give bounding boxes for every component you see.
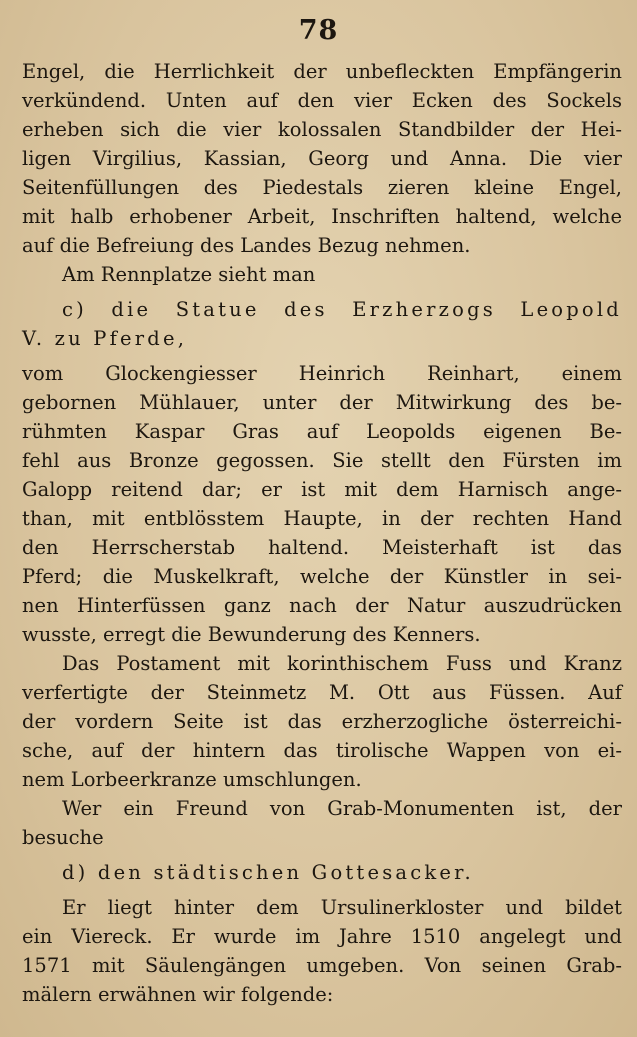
text-line: sche, auf der hintern das tirolische Wappen von ei-: [22, 739, 622, 762]
paragraph: [22, 649, 622, 794]
paragraph: [22, 893, 622, 1009]
text-line: than, mit entblösstem Haupte, in der rechten Hand: [22, 507, 622, 530]
text-line: Galopp reitend dar; er ist mit dem Harnisch ange-: [22, 478, 622, 501]
text-line: 1571 mit Säulengängen umgeben. Von seinen Grab-: [22, 954, 622, 977]
text-line: nem Lorbeerkranze umschlungen.: [22, 768, 362, 791]
text-line: Pferd; die Muskelkraft, welche der Künstler in sei-: [22, 565, 622, 588]
paragraph: [22, 794, 622, 852]
text-line: mälern erwähnen wir folgende:: [22, 983, 334, 1006]
text-line: wusste, erregt die Bewunderung des Kenners.: [22, 623, 481, 646]
page-number: 78: [298, 15, 339, 46]
text-line: auf die Befreiung des Landes Bezug nehmen.: [22, 234, 471, 257]
text-line: verkündend. Unten auf den vier Ecken des Sockels: [22, 89, 622, 112]
text-line: besuche: [22, 826, 104, 849]
paragraph: [22, 57, 622, 260]
paragraph: [22, 260, 622, 289]
text-line: fehl aus Bronze gegossen. Sie stellt den Fürsten im: [22, 449, 622, 472]
text-line: verfertigte der Steinmetz M. Ott aus Füssen. Auf: [22, 681, 622, 704]
text-line: ligen Virgilius, Kassian, Georg und Anna. Die vier: [22, 147, 622, 170]
text-line: vom Glockengiesser Heinrich Reinhart, einem: [22, 362, 622, 385]
text-line: Am Rennplatze sieht man: [62, 263, 316, 286]
text-line: der vordern Seite ist das erzherzogliche österreichi-: [22, 710, 622, 733]
text-line: Wer ein Freund von Grab-Monumenten ist, der: [62, 797, 622, 820]
text-line: Engel, die Herrlichkeit der unbefleckten Empfängerin: [22, 60, 622, 83]
text-line: Er liegt hinter dem Ursulinerkloster und bildet: [62, 896, 622, 919]
text-line: gebornen Mühlauer, unter der Mitwirkung des be-: [22, 391, 622, 414]
section-heading: [22, 858, 622, 887]
text-line: rühmten Kaspar Gras auf Leopolds eigenen Be-: [22, 420, 622, 443]
paragraph: [22, 359, 622, 649]
heading-line: d) den städtischen Gottesacker.: [62, 861, 474, 884]
section-heading: [22, 295, 622, 353]
text-line: Seitenfüllungen des Piedestals zieren kleine Engel,: [22, 176, 622, 199]
page-text: [22, 57, 622, 1009]
heading-line: c) die Statue des Erzherzogs Leopold: [62, 298, 622, 321]
text-line: den Herrscherstab haltend. Meisterhaft ist das: [22, 536, 622, 559]
heading-line: V. zu Pferde,: [22, 327, 188, 350]
text-line: erheben sich die vier kolossalen Standbilder der Hei-: [22, 118, 622, 141]
text-line: Das Postament mit korinthischem Fuss und Kranz: [62, 652, 622, 675]
text-line: mit halb erhobener Arbeit, Inschriften haltend, welche: [22, 205, 622, 228]
text-line: nen Hinterfüssen ganz nach der Natur auszudrücken: [22, 594, 622, 617]
text-line: ein Viereck. Er wurde im Jahre 1510 angelegt und: [22, 925, 622, 948]
